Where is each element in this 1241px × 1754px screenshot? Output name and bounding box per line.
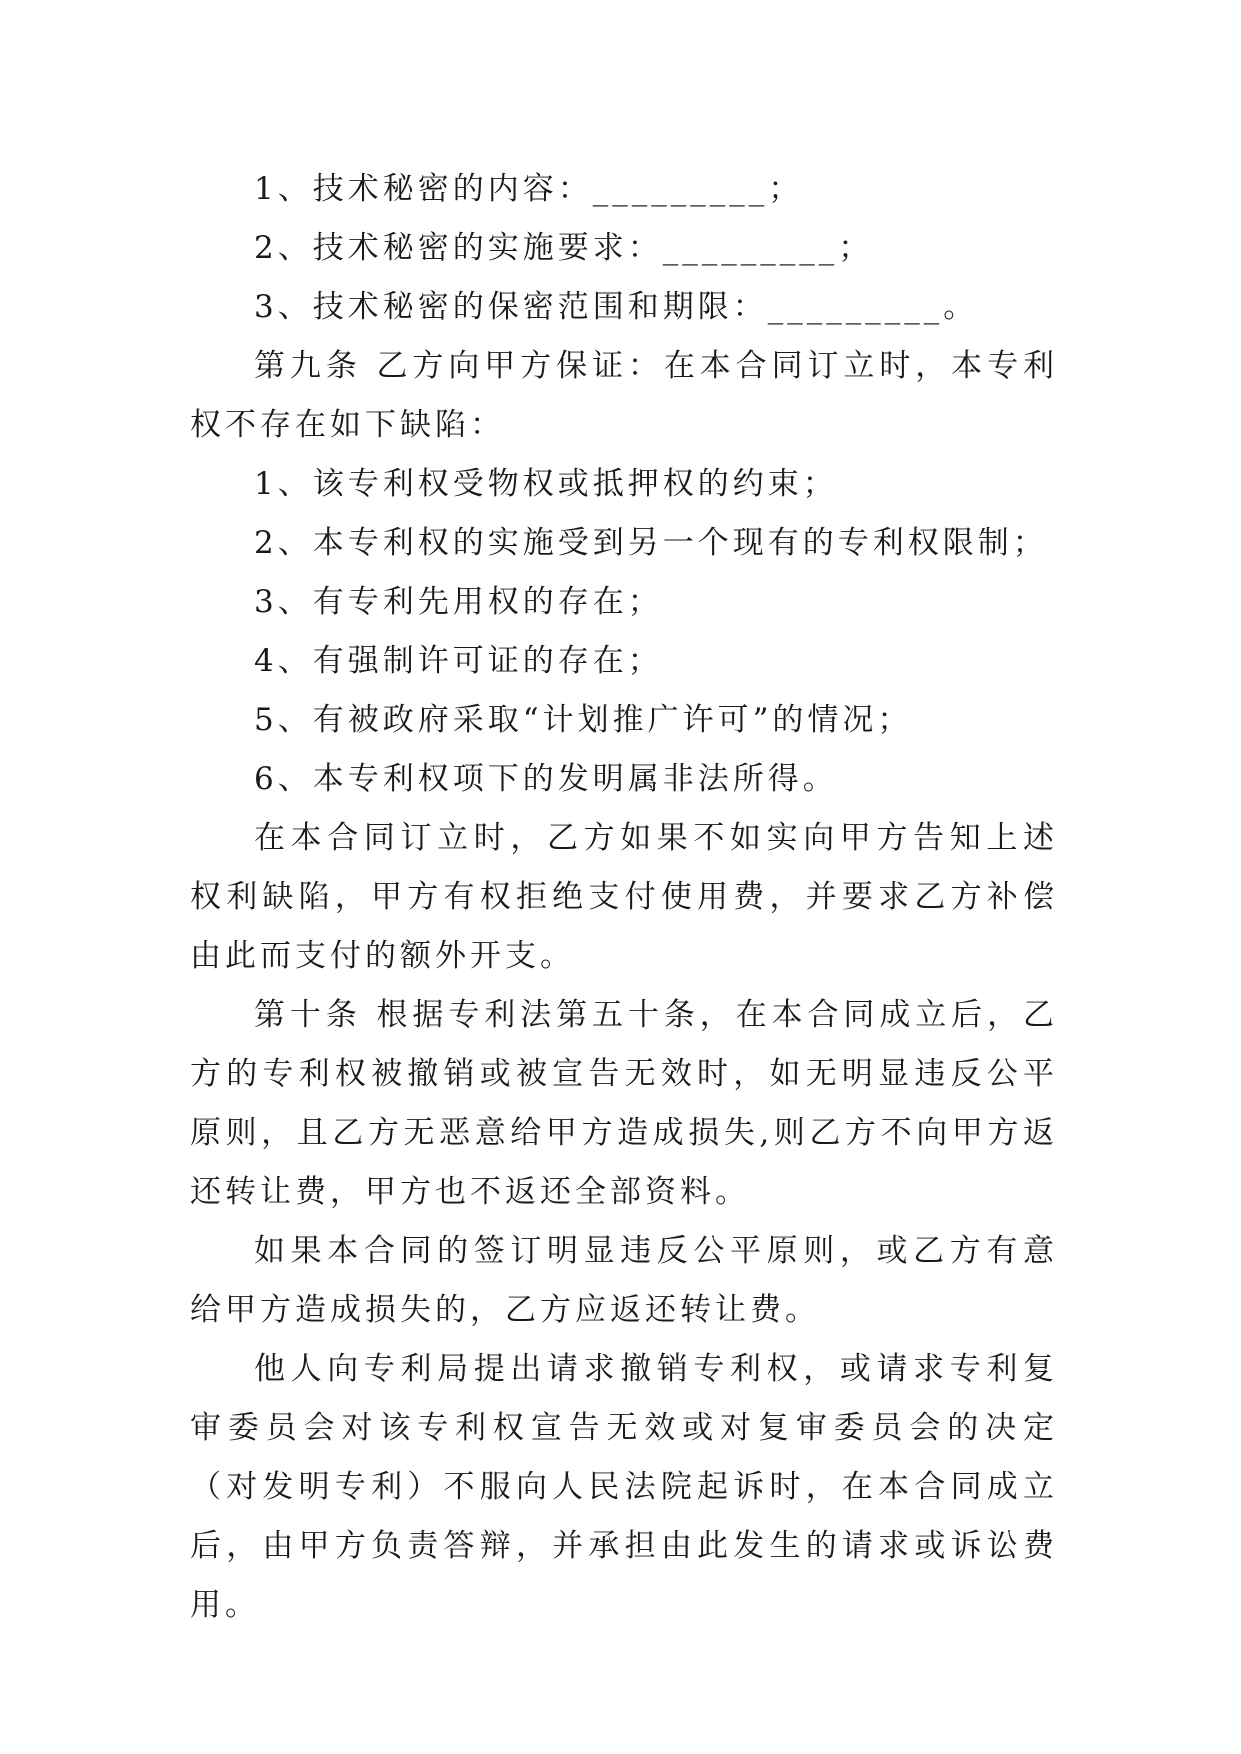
article-ten-paragraph: 第十条 根据专利法第五十条，在本合同成立后，乙方的专利权被撤销或被宣告无效时，如无明显违反公平原则，且乙方无恶意给甲方造成损失,则乙方不向甲方返还转让费，甲方也不返还全部资料。 [190,997,1058,1210]
defect-item-6: 6、本专利权项下的发明属非法所得。 [254,761,838,797]
clause-item-secret-scope: 3、技术秘密的保密范围和期限：_________。 [254,289,979,325]
defect-item-4: 4、有强制许可证的存在； [254,643,663,679]
defect-item-1: 1、该专利权受物权或抵押权的约束； [254,466,838,502]
defect-item-3: 3、有专利先用权的存在； [254,584,663,620]
clause-item-secret-requirements: 2、技术秘密的实施要求：_________； [254,230,874,266]
defect-item-2: 2、本专利权的实施受到另一个现有的专利权限制； [254,525,1048,561]
defect-item-5: 5、有被政府采取“计划推广许可”的情况； [254,702,913,738]
revocation-defense-paragraph: 他人向专利局提出请求撤销专利权，或请求专利复审委员会对该专利权宣告无效或对复审委员会的决定（对发明专利）不服向人民法院起诉时，在本合同成立后，由甲方负责答辩，并承担由此发生的请求或诉讼费用。 [190,1351,1058,1623]
defect-disclosure-paragraph: 在本合同订立时，乙方如果不如实向甲方告知上述权利缺陷，甲方有权拒绝支付使用费，并要求乙方补偿由此而支付的额外开支。 [190,820,1058,974]
clause-item-secret-content: 1、技术秘密的内容：_________； [254,171,804,207]
document-body [190,160,1058,1635]
unfair-contract-paragraph: 如果本合同的签订明显违反公平原则，或乙方有意给甲方造成损失的，乙方应返还转让费。 [190,1233,1058,1328]
article-nine-paragraph: 第九条 乙方向甲方保证：在本合同订立时，本专利权不存在如下缺陷： [190,348,1058,443]
